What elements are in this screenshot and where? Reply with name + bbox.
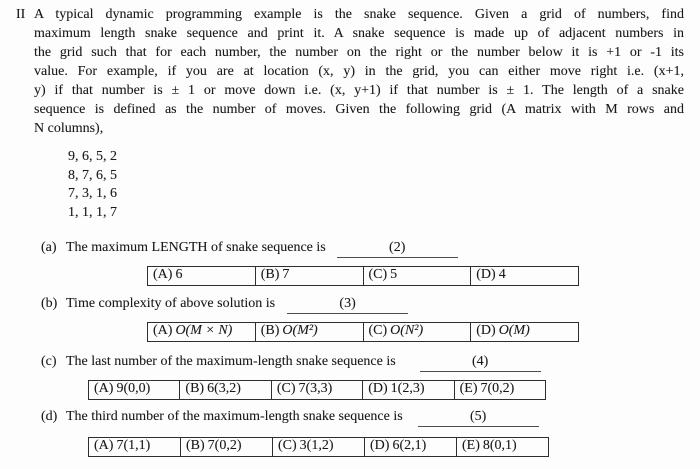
- option-value: 6: [175, 267, 183, 282]
- option-label: (B): [260, 267, 280, 282]
- option-cell: [89, 381, 179, 399]
- option-cell: [255, 267, 363, 285]
- option-cell: [271, 381, 362, 399]
- answer-blank-a: [337, 238, 458, 258]
- option-cell: [179, 381, 270, 399]
- option-label: (B): [186, 438, 205, 453]
- option-cell: [180, 438, 272, 456]
- paragraph-line: A typical dynamic programming example is the snake sequence. Given a grid of numbers, find: [34, 7, 684, 22]
- blank-number: (2): [389, 240, 406, 255]
- paragraph-line: value. For example, if you are at location (x, y) in the grid, you can either move right i.e. (x+1,: [34, 64, 684, 79]
- problem-number: II: [16, 7, 26, 22]
- paragraph-line: y) if that number is ± 1 or move down i.e. (x, y+1) if that number is ± 1. The length of a snake: [34, 83, 684, 98]
- option-value: 9(0,0): [116, 381, 151, 396]
- option-value: O(M × N): [175, 323, 233, 338]
- option-label: (C): [368, 267, 388, 282]
- answer-blank-c: [420, 352, 541, 372]
- question-a-label: (a): [41, 240, 57, 255]
- option-value: 7(0,2): [207, 438, 242, 453]
- question-c: [41, 352, 541, 372]
- option-cell: [364, 438, 456, 456]
- grid-row: 7, 3, 1, 6: [68, 186, 117, 202]
- options-table-a: [147, 266, 579, 286]
- option-value: O(M²): [282, 323, 318, 338]
- option-cell: [456, 438, 548, 456]
- option-value: O(N²): [390, 323, 424, 338]
- option-cell: [362, 381, 453, 399]
- options-table-d: [88, 437, 549, 457]
- question-a-text: The maximum LENGTH of snake sequence is: [66, 240, 326, 255]
- option-label: (E): [462, 438, 480, 453]
- blank-number: (5): [470, 409, 487, 424]
- option-label: (C): [276, 381, 296, 396]
- option-label: (D): [370, 438, 390, 453]
- option-value: 3(1,2): [299, 438, 334, 453]
- option-label: (A): [153, 267, 173, 282]
- question-b-text: Time complexity of above solution is: [66, 296, 276, 311]
- answer-blank-d: [418, 407, 539, 427]
- option-cell: [363, 267, 471, 285]
- option-value: 5: [390, 267, 398, 282]
- option-cell: [470, 323, 578, 341]
- blank-number: (3): [339, 296, 356, 311]
- option-label: (A): [94, 438, 114, 453]
- option-label: (E): [459, 381, 478, 396]
- option-label: (D): [368, 381, 388, 396]
- option-value: 6(2,1): [392, 438, 427, 453]
- question-b: [41, 294, 408, 314]
- problem-statement: [16, 5, 684, 138]
- option-value: 7(3,3): [298, 381, 333, 396]
- option-cell: [148, 323, 255, 341]
- option-cell: [470, 267, 578, 285]
- options-table-b: [147, 322, 579, 342]
- option-label: (A): [153, 323, 173, 338]
- paragraph-line: the grid such that for each number, the number on the right or the number below it is +1 or -1 its: [34, 45, 684, 60]
- question-c-text: The last number of the maximum-length snake sequence is: [66, 354, 396, 369]
- number-grid: [68, 148, 117, 222]
- question-b-label: (b): [41, 296, 58, 311]
- paragraph-line: N columns),: [34, 121, 104, 136]
- option-value: 8(0,1): [482, 438, 517, 453]
- option-cell: [89, 438, 180, 456]
- option-value: 7(0,2): [480, 381, 515, 396]
- options-table-c: [88, 380, 546, 400]
- grid-row: 8, 7, 6, 5: [68, 167, 117, 183]
- grid-row: 9, 6, 5, 2: [68, 149, 117, 164]
- option-cell: [255, 323, 363, 341]
- option-value: 7: [282, 267, 290, 282]
- option-label: (A): [94, 381, 114, 396]
- blank-number: (4): [472, 354, 489, 369]
- option-cell: [272, 438, 364, 456]
- option-value: 1(2,3): [390, 381, 425, 396]
- question-d-label: (d): [41, 409, 58, 424]
- question-d: [41, 407, 539, 427]
- option-label: (C): [368, 323, 388, 338]
- paragraph-line: maximum length snake sequence and print it. A snake sequence is made up of adjacent numbers in: [34, 26, 684, 41]
- option-label: (D): [476, 267, 496, 282]
- option-label: (D): [476, 323, 496, 338]
- option-label: (B): [260, 323, 280, 338]
- question-c-label: (c): [41, 354, 57, 369]
- question-a: [41, 238, 458, 258]
- option-value: 4: [498, 267, 506, 282]
- question-d-text: The third number of the maximum-length snake sequence is: [66, 409, 403, 424]
- option-label: (B): [185, 381, 205, 396]
- option-value: O(M): [498, 323, 530, 338]
- option-cell: [148, 267, 255, 285]
- problem-text: [34, 5, 684, 138]
- option-label: (C): [278, 438, 297, 453]
- grid-row: 1, 1, 1, 7: [68, 204, 117, 220]
- option-cell: [454, 381, 545, 399]
- option-value: 7(1,1): [116, 438, 151, 453]
- option-cell: [363, 323, 471, 341]
- answer-blank-b: [287, 294, 408, 314]
- option-value: 6(3,2): [207, 381, 241, 396]
- paragraph-line: sequence is defined as the number of moves. Given the following grid (A matrix with M rows and: [34, 102, 684, 117]
